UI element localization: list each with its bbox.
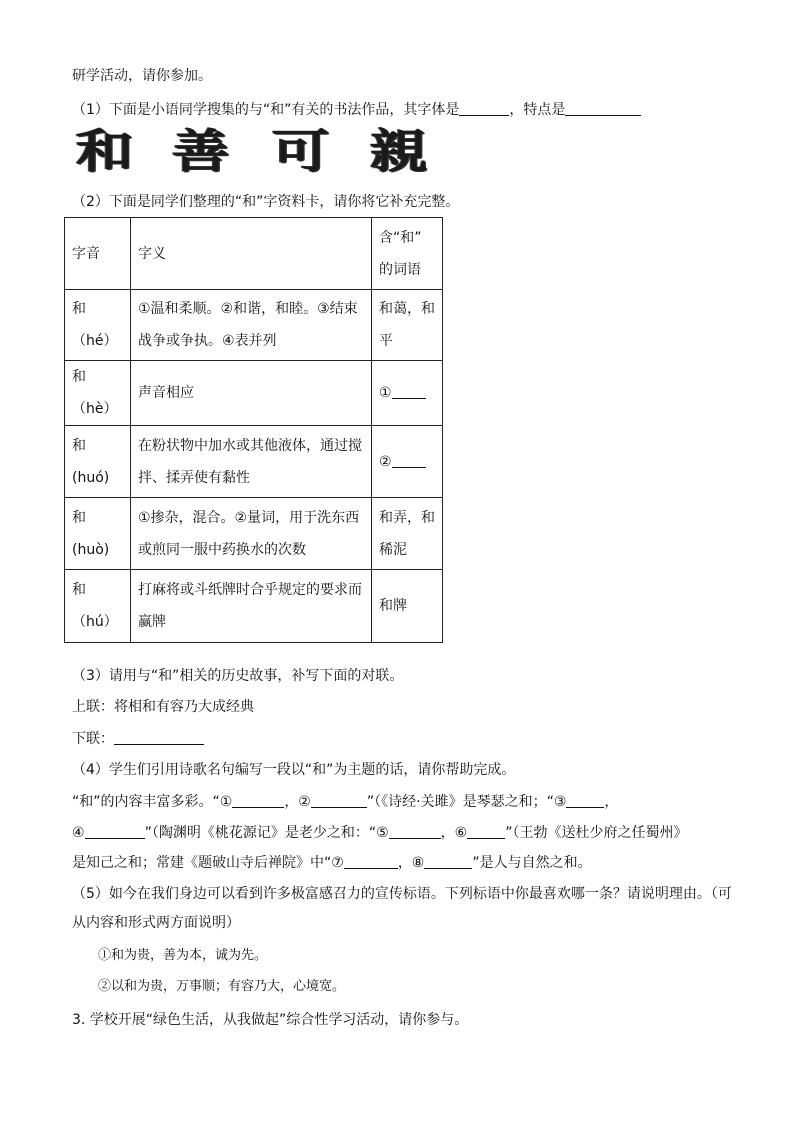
question-4-line-2: ④ ”（陶渊明《桃花源记》是老少之和：“⑤ ，⑥ ”（王勃《送杜少府之任蜀州》 (72, 825, 688, 841)
row-meaning: 在粉状物中加水或其他液体，通过搅 拌、揉弄使有黏性 (131, 426, 372, 498)
answer-blank-poem-7[interactable] (344, 854, 398, 869)
table-row (65, 426, 443, 498)
calligraphy-char-1: 和 (76, 124, 134, 178)
question-1-text-a: （1）下面是小语同学搜集的与“和”有关的书法作品，其字体是 (72, 102, 460, 118)
question-2-text: （2）下面是同学们整理的“和”字资料卡，请你将它补充完整。 (72, 194, 460, 210)
answer-blank-poem-6[interactable] (467, 824, 505, 839)
question-5-text-1: （5）如今在我们身边可以看到许多极富感召力的宣传标语。下列标语中你最喜欢哪一条？请说明理由。（可 (72, 886, 732, 902)
answer-blank-poem-1[interactable] (232, 793, 284, 808)
header-words: 含“和” 的词语 (372, 218, 443, 290)
answer-blank-poem-5[interactable] (389, 824, 441, 839)
row-sound: 和（hú） (65, 570, 131, 643)
question-4-line-1: “和”的内容丰富多彩。“① ，② ”（《诗经·关雎》是琴瑟之和；“③ ， (72, 794, 619, 810)
question-1 (72, 100, 641, 120)
table-row (65, 498, 443, 570)
answer-blank-feature[interactable] (565, 101, 641, 116)
answer-blank-poem-4[interactable] (85, 824, 145, 839)
slogan-1: ①和为贵，善为本，诚为先。 (98, 948, 268, 963)
table-row (65, 570, 443, 643)
calligraphy-char-3: 可 (272, 124, 330, 178)
row-sound: 和(huó) (65, 426, 131, 498)
answer-blank-font[interactable] (459, 101, 509, 116)
row-meaning: 打麻将或斗纸牌时合乎规定的要求而 赢牌 (131, 570, 372, 643)
question-4-text: （4）学生们引用诗歌名句编写一段以“和”为主题的话，请你帮助完成。 (72, 762, 516, 778)
row-meaning: ①掺杂，混合。②量词，用于洗东西 或煎同一服中药换水的次数 (131, 498, 372, 570)
question-1-text-b: ，特点是 (509, 102, 566, 118)
row-sound: 和（hè） (65, 361, 131, 426)
question-4-line-3: 是知己之和；常建《题破山寺后禅院》中“⑦ ，⑧ ”是人与自然之和。 (72, 855, 592, 871)
calligraphy-char-2: 善 (172, 124, 230, 178)
question-3-text: （3）请用与“和”相关的历史故事，补写下面的对联。 (72, 668, 404, 684)
row-sound: 和(huò) (65, 498, 131, 570)
couplet-upper: 上联：将相和有容乃大成经典 (72, 699, 254, 715)
table-row (65, 290, 443, 361)
answer-blank-poem-8[interactable] (424, 854, 472, 869)
answer-blank-1[interactable] (392, 384, 426, 399)
header-meaning: 字义 (131, 218, 372, 290)
calligraphy-image (76, 122, 438, 180)
question-5-text-2: 从内容和形式两方面说明） (72, 915, 240, 931)
row-meaning: ①温和柔顺。②和谐，和睦。③结束 战争或争执。④表并列 (131, 290, 372, 361)
row-words: 和牌 (372, 570, 443, 643)
row-sound: 和（hé） (65, 290, 131, 361)
question-3-heading: 3. 学校开展“绿色生活，从我做起”综合性学习活动，请你参与。 (72, 1012, 469, 1028)
row-words: ② (372, 426, 443, 498)
table-row (65, 361, 443, 426)
answer-blank-poem-2[interactable] (311, 793, 367, 808)
row-words: ① (372, 361, 443, 426)
answer-blank-couplet[interactable] (114, 730, 204, 745)
row-meaning: 声音相应 (131, 361, 372, 426)
slogan-2: ②以和为贵，万事顺；有容乃大，心境宽。 (98, 979, 346, 994)
answer-blank-poem-3[interactable] (566, 793, 604, 808)
row-words: 和蔼，和 平 (372, 290, 443, 361)
intro-text: 研学活动，请你参加。 (72, 68, 212, 84)
answer-blank-2[interactable] (392, 453, 426, 468)
row-words: 和弄，和 稀泥 (372, 498, 443, 570)
couplet-lower: 下联： (72, 729, 204, 749)
table-header-row (65, 218, 443, 290)
character-info-card (64, 217, 443, 643)
header-sound: 字音 (65, 218, 131, 290)
calligraphy-char-4: 親 (370, 124, 428, 178)
